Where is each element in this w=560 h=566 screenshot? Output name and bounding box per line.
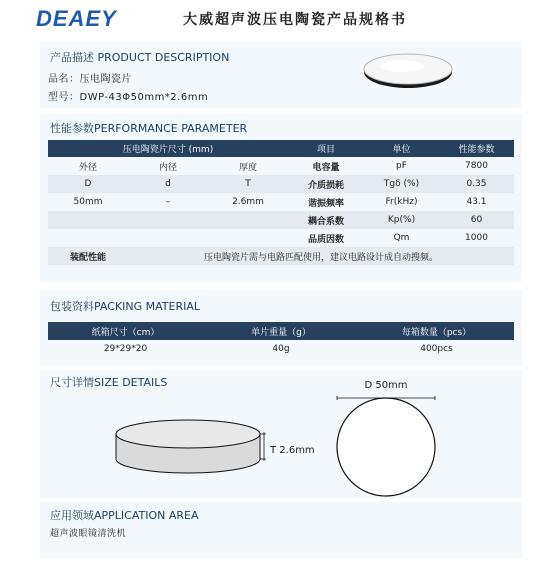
table-row [48, 211, 514, 229]
quantity-value: 400pcs [420, 343, 453, 354]
param-item: 介质损耗 [288, 175, 364, 193]
product-description-panel [40, 42, 522, 108]
unit-weight-value: 40g [272, 343, 290, 354]
param-unit: Qm [393, 233, 410, 243]
table-row [48, 193, 514, 211]
document-title: 大威超声波压电陶瓷产品规格书 [183, 12, 407, 28]
application-section-title: 应用领域APPLICATION AREA [50, 509, 199, 522]
size-details-panel [40, 370, 522, 498]
table-header-row [48, 322, 514, 340]
performance-section-title: 性能参数PERFORMANCE PARAMETER [50, 122, 248, 135]
param-value: 1000 [465, 233, 488, 243]
param-unit: Tgδ (%) [364, 175, 439, 193]
disc-side-view [116, 420, 266, 473]
dim-value: – [165, 197, 171, 207]
param-item: 电容量 [312, 162, 340, 173]
carton-size-value: 29*29*20 [103, 343, 148, 354]
packing-table [48, 322, 514, 357]
dim-symbol: T [208, 175, 288, 193]
performance-table [48, 140, 514, 265]
dim-label: 内径 [158, 162, 177, 173]
packing-panel [40, 290, 522, 366]
value-header: 性能参数 [439, 140, 514, 157]
product-disc-image [362, 50, 454, 92]
assembly-label: 装配性能 [48, 247, 128, 265]
param-value: 60 [439, 211, 514, 229]
table-row [48, 247, 514, 265]
param-item: 耦合系数 [288, 211, 364, 229]
page-header [0, 0, 560, 36]
dim-label: 外径 [78, 162, 97, 173]
param-value: 7800 [465, 161, 488, 171]
application-text: 超声波眼镜清洗机 [50, 529, 127, 539]
dim-value: 2.6mm [232, 197, 264, 207]
dim-label: 厚度 [238, 162, 257, 173]
brand-logo: DEAEY [36, 6, 117, 31]
dimension-header: 压电陶瓷片尺寸 (mm) [48, 140, 288, 157]
dim-symbol: d [128, 175, 208, 193]
param-unit: Fr(kHz) [385, 197, 418, 207]
param-value: 0.35 [439, 175, 514, 193]
table-row [48, 229, 514, 247]
dim-value: 50mm [73, 197, 103, 207]
param-unit: pF [396, 161, 407, 171]
param-value: 43.1 [466, 197, 487, 207]
dim-symbol: D [48, 175, 128, 193]
table-header-row [48, 140, 514, 157]
diameter-label: D 50mm [364, 380, 408, 391]
thickness-label: T 2.6mm [270, 445, 315, 456]
product-name: 品名：压电陶瓷片 [48, 74, 132, 85]
performance-panel [40, 114, 522, 282]
size-section-title: 尺寸详情SIZE DETAILS [50, 376, 168, 389]
table-row [48, 157, 514, 175]
table-row [48, 175, 514, 193]
param-item: 品质因数 [307, 234, 344, 245]
assembly-text: 压电陶瓷片需与电路匹配使用，建议电路设计成自动搜频。 [128, 247, 514, 265]
param-item: 谐振频率 [307, 198, 344, 209]
unit-weight-header: 单片重量（g） [203, 322, 359, 340]
product-section-title: 产品描述 PRODUCT DESCRIPTION [50, 51, 230, 64]
product-model: 型号：DWP-43Φ50mm*2.6mm [48, 92, 209, 103]
unit-header: 单位 [364, 140, 439, 157]
dimension-drawing [40, 370, 522, 498]
packing-section-title: 包装资料PACKING MATERIAL [50, 300, 201, 313]
table-row [48, 340, 514, 357]
disc-top-view [337, 396, 435, 496]
application-panel [40, 502, 522, 558]
item-header: 项目 [288, 140, 364, 157]
param-unit: Kp(%) [364, 211, 439, 229]
carton-size-header: 纸箱尺寸（cm） [48, 322, 203, 340]
quantity-header: 每箱数量（pcs） [359, 322, 514, 340]
